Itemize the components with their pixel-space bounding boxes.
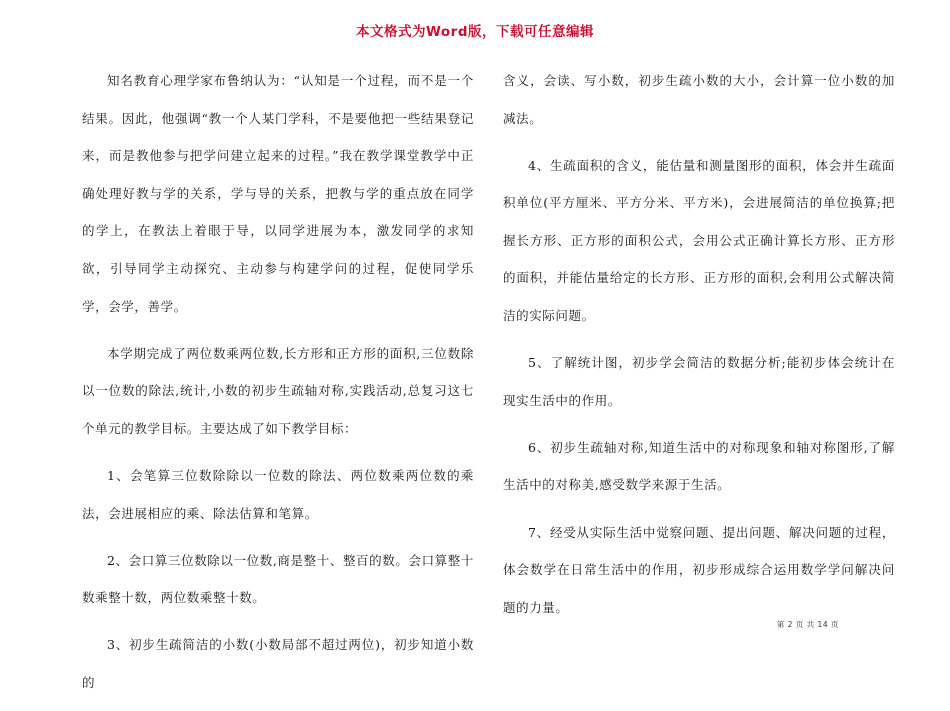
- goal-item-7: 7、经受从实际生活中觉察问题、提出问题、解决问题的过程，体会数学在日常生活中的作用，初步形成综合运用数学学问解决问题的力量。: [503, 524, 895, 615]
- goal-item-6: 6、初步生疏轴对称,知道生活中的对称现象和轴对称图形,了解生活中的对称美,感受数学来源于生活。: [503, 439, 895, 493]
- right-text-column: [503, 62, 895, 636]
- intro-paragraph: 知名教育心理学家布鲁纳认为：“认知是一个过程，而不是一个结果。因此，他强调“教一个人某门学科，不是要他把一些结果登记来，而是教他参与把学问建立起来的过程。”我在教学课堂教学中正确处理好教与学的关系，学与导的关系，把教与学的重点放在同学的学上，在教法上着眼于导，以同学进展为本，激发同学的求知欲，引导同学主动探究、主动参与构建学问的过程，促使同学乐学，会学，善学。: [82, 73, 474, 314]
- goal-item-3-continued: 含义，会读、写小数，初步生疏小数的大小，会计算一位小数的加减法。: [503, 73, 895, 126]
- format-notice-banner: 本文格式为Word版，下载可任意编辑: [355, 24, 594, 40]
- goal-item-3: 3、初步生疏简洁的小数(小数局部不超过两位)，初步知道小数的: [82, 637, 474, 690]
- goal-item-4: 4、生疏面积的含义，能估量和测量图形的面积，体会并生疏面积单位(平方厘米、平方分米、平方米)，会进展简洁的单位换算;把握长方形、正方形的面积公式，会用公式正确计算长方形、正方形的面积，并能估量给定的长方形、正方形的面积,会利用公式解决简洁的实际问题。: [503, 157, 895, 324]
- goal-item-5: 5、了解统计图，初步学会简洁的数据分析;能初步体会统计在现实生活中的作用。: [503, 355, 895, 408]
- goal-item-1: 1、会笔算三位数除除以一位数的除法、两位数乘两位数的乘法，会进展相应的乘、除法估算和笔算。: [82, 467, 474, 521]
- left-text-column: [82, 62, 474, 711]
- goal-item-2: 2、会口算三位数除以一位数,商是整十、整百的数。会口算整十数乘整十数，两位数乘整十数。: [82, 552, 474, 606]
- semester-summary-paragraph: 本学期完成了两位数乘两位数,长方形和正方形的面积,三位数除以一位数的除法,统计,小数的初步生疏轴对称,实践活动,总复习这七个单元的教学目标。主要达成了如下教学目标：: [82, 345, 474, 436]
- page-number: 第 2 页 共 14 页: [776, 620, 839, 629]
